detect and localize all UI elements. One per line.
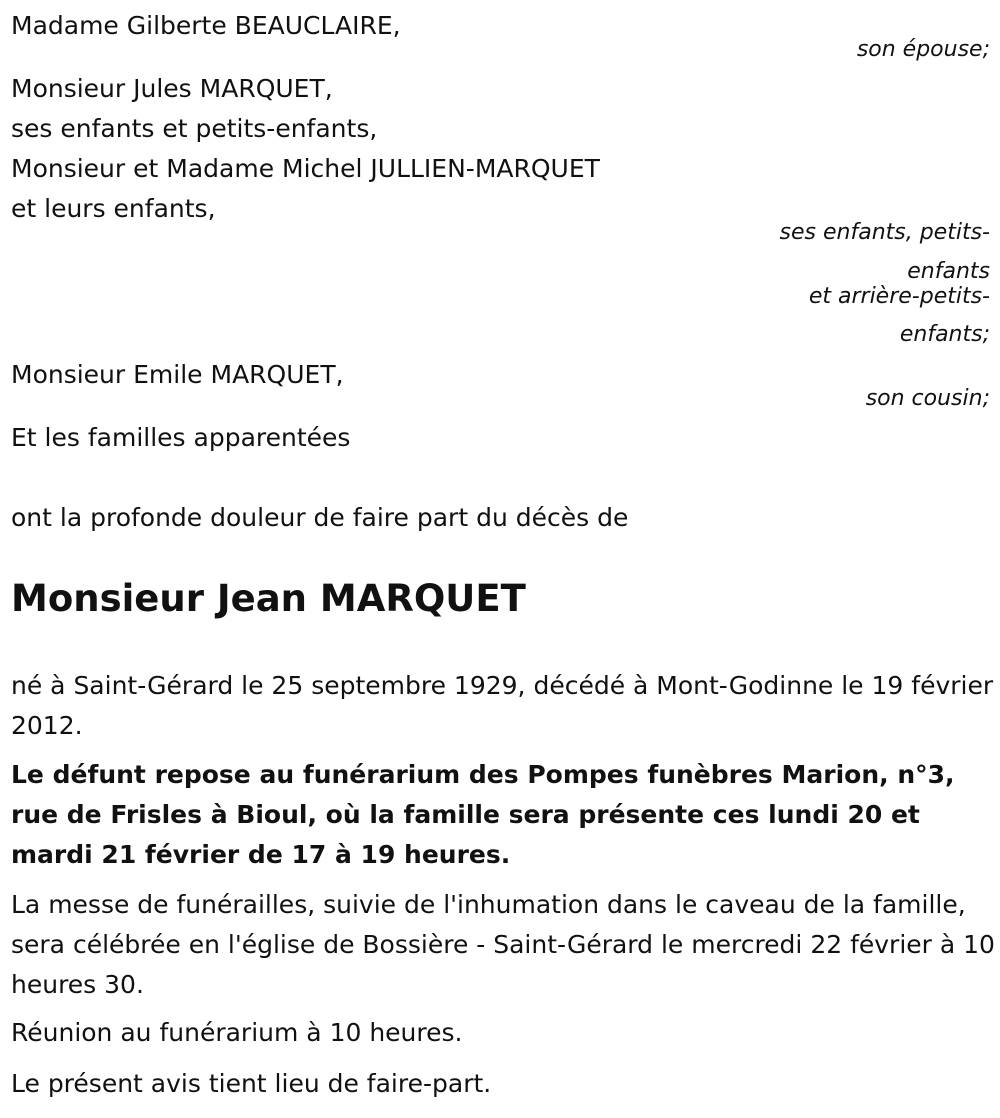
cousin-role: son cousin; <box>865 386 990 411</box>
spouse-role: son épouse; <box>856 37 990 62</box>
repose-text: Le défunt repose au funérarium des Pompes funèbres Marion, n°3, rue de Frisles à Bioul, où la famille sera présente ces lundi 20 et mardi 21 février de 17 à 19 heures. <box>11 760 955 869</box>
meeting-text: Réunion au funérarium à 10 heures. <box>11 1018 463 1047</box>
child-name-1: Monsieur Jules MARQUET, <box>11 74 333 103</box>
mass-text: La messe de funérailles, suivie de l'inhumation dans le caveau de la famille, sera célébrée en l'église de Bossière - Saint-Gérard le mercredi 22 février à 10 heures 30. <box>11 890 995 999</box>
related-families: Et les familles apparentées <box>11 423 351 452</box>
child-line-4: et leurs enfants, <box>11 194 216 223</box>
spouse-name: Madame Gilberte BEAUCLAIRE, <box>11 11 401 40</box>
notice-text: Le présent avis tient lieu de faire-part. <box>11 1069 492 1098</box>
deceased-name: Monsieur Jean MARQUET <box>11 577 526 620</box>
children-role-4: enfants; <box>899 322 990 347</box>
cousin-name: Monsieur Emile MARQUET, <box>11 360 344 389</box>
children-role-3: et arrière-petits- <box>808 284 990 309</box>
birth-death-text: né à Saint-Gérard le 25 septembre 1929, décédé à Mont-Godinne le 19 février 2012. <box>11 671 994 740</box>
children-role-2: enfants <box>907 259 990 284</box>
child-name-2: Monsieur et Madame Michel JULLIEN-MARQUET <box>11 154 600 183</box>
children-role-1: ses enfants, petits- <box>779 220 990 245</box>
announcement-intro: ont la profonde douleur de faire part du décès de <box>11 503 629 532</box>
child-line-2: ses enfants et petits-enfants, <box>11 114 378 143</box>
